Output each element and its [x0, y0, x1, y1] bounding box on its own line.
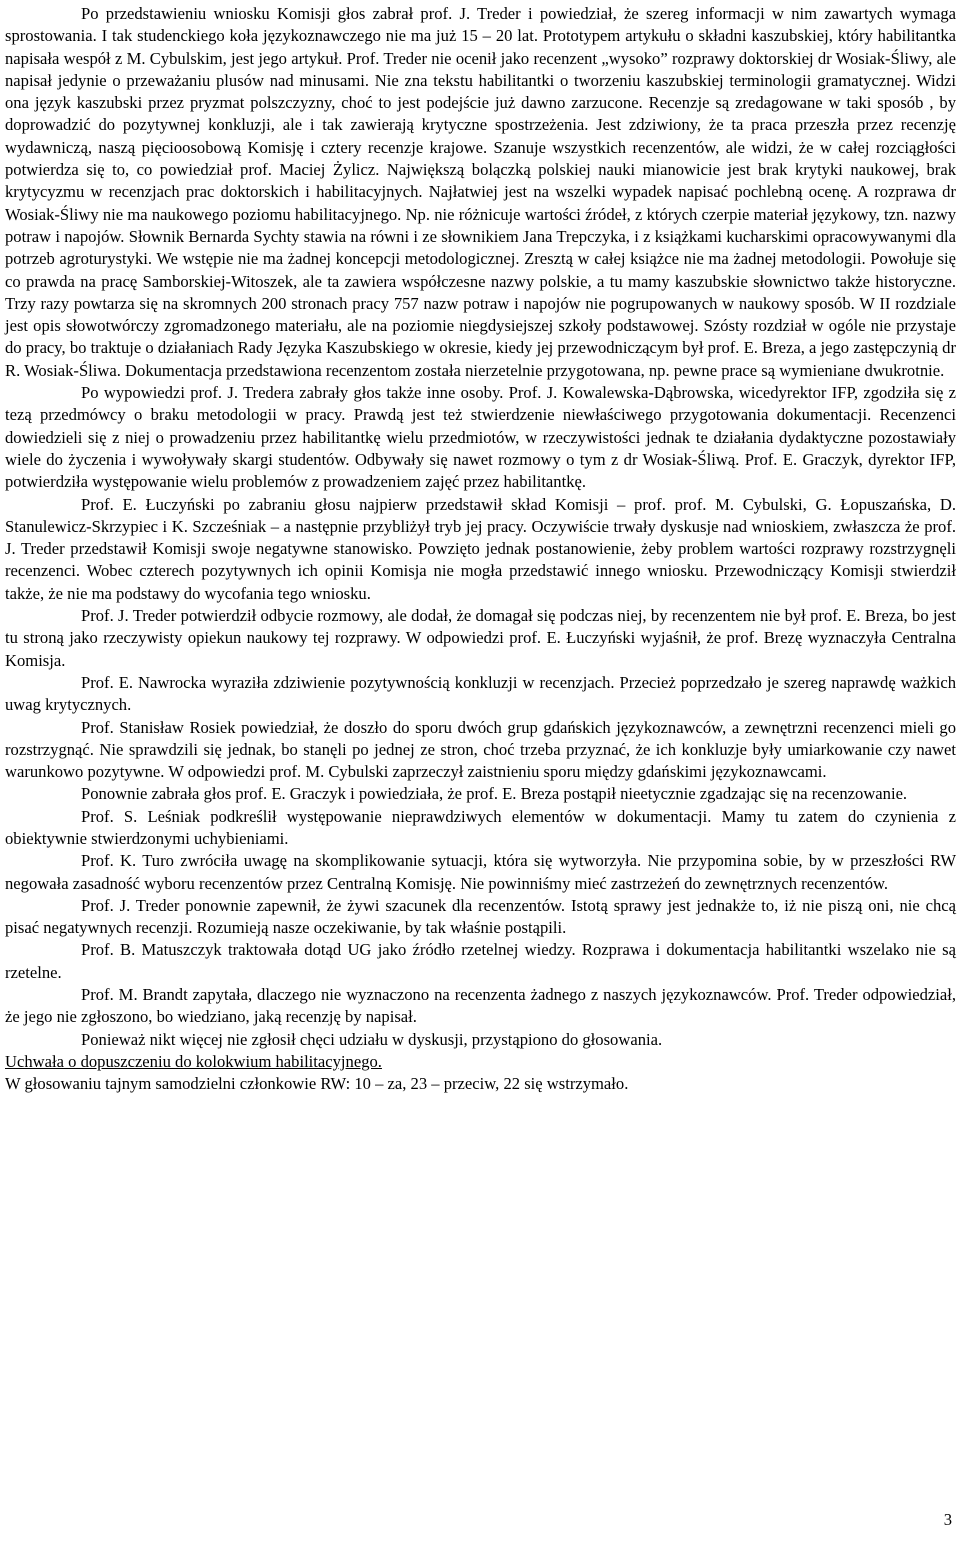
paragraph: Po wypowiedzi prof. J. Tredera zabrały głos także inne osoby. Prof. J. Kowalewska-Dąbrowska, wicedyrektor IFP, zgodziła się z tezą przedmówcy o braku metodologii w pracy. Prawdą jest też stwierdzenie niewłaściwego przygotowania dokumentacji. Recenzenci dowiedzieli się z niej o prowadzeniu przez habilitantkę wielu przedmiotów, w rzeczywistości jednak te działania dydaktyczne pozostawiały wiele do życzenia i wywoływały skargi studentów. Odbywały się nawet rozmowy o tym z dr Wosiak-Śliwą. Prof. E. Graczyk, dyrektor IFP, potwierdziła występowanie wielu problemów z prowadzeniem zajęć przez habilitantkę.	[5, 383, 956, 492]
paragraph: Ponieważ nikt więcej nie zgłosił chęci udziału w dyskusji, przystąpiono do głosowania.	[81, 1029, 663, 1049]
paragraph: Prof. E. Nawrocka wyraziła zdziwienie pozytywnością konkluzji w recenzjach. Przecież poprzedzało je szereg naprawdę ważkich uwag krytycznych.	[5, 672, 956, 715]
paragraph: Prof. E. Łuczyński po zabraniu głosu najpierw przedstawił skład Komisji – prof. prof. M. Cybulski, G. Łopuszańska, D. Stanulewicz-Skrzypiec i K. Szcześniak – a następnie przybliżył tryb jej pracy. Oczywiście trwały dyskusje nad wnioskiem, zwłaszcza że prof. J. Treder przedstawił Komisji swoje negatywne stanowisko. Powzięto jednak postanowienie, żeby problem wartości rozprawy rozstrzygnęli recenzenci. Wobec czterech pozytywnych ich opinii Komisja nie mogła przedstawić innego wniosku. Przewodniczący Komisji stwierdził także, że nie ma podstawy do wycofania tego wniosku.	[5, 494, 956, 603]
vote-result: W głosowaniu tajnym samodzielni członkowie RW: 10 – za, 23 – przeciw, 22 się wstrzymało.	[5, 1074, 629, 1094]
paragraph: Prof. J. Treder potwierdził odbycie rozmowy, ale dodał, że domagał się podczas niej, by recenzentem nie był prof. E. Breza, bo jest tu stroną jako rzeczywisty opiekun naukowy tej rozprawy. W odpowiedzi prof. E. Łuczyński wyjaśnił, że prof. Brezę wyznaczyła Centralna Komisja.	[5, 606, 956, 670]
paragraph: Po przedstawieniu wniosku Komisji głos zabrał prof. J. Treder i powiedział, że szereg informacji w nim zawartych wymaga sprostowania. I tak studenckiego koła językoznawczego nie ma już 15 – 20 lat. Prototypem artykułu o składni kaszubskiej, który habilitantka napisała wespół z M. Cybulskim, jest jego artykuł. Prof. Treder nie ocenił jako recenzent „wysoko” rozprawy doktorskiej dr Wosiak-Śliwy, ale napisał jedynie o przeważaniu plusów nad minusami. Nie zna tekstu habilitantki o tworzeniu kaszubskiej terminologii gramatycznej. Widzi ona język kaszubski przez pryzmat polszczyzny, choć to jest podejście już dawno zarzucone. Recenzje są zredagowane w taki sposób , by doprowadzić do pozytywnej konkluzji, ale i tak zawierają krytyczne spostrzeżenia. Jest zdziwiony, że ta praca przeszła przez recenzję wydawniczą, naszą pięcioosobową Komisję i cztery recenzje krajowe. Szanuje wszystkich recenzentów, ale widzi, że w całej rozciągłości potwierdza się to, co powiedział prof. Maciej Żylicz. Największą bolączką polskiej nauki mianowicie jest brak krytyki naukowej, brak krytycyzmu w recenzjach prac doktorskich i habilitacyjnych. Najłatwiej jest na wszelki wypadek napisać pochlebną ocenę. A rozprawa dr Wosiak-Śliwy nie ma naukowego poziomu habilitacyjnego. Np. nie różnicuje wartości źródeł, z których czerpie materiał językowy, tzn. nazwy potraw i napojów. Słownik Bernarda Sychty stawia na równi i ze słownikiem Jana Trepczyka, i z książkami kucharskimi opracowywanymi dla potrzeb agroturystyki. We wstępie nie ma żadnej koncepcji metodologicznej. Zresztą w całej książce nie ma żadnej metodologii. Powołuje się co prawda na pracę Samborskiej-Witoszek, ale ta zawiera współczesne nazwy polskie, a tu mamy kaszubskie słownictwo także historyczne. Trzy razy powtarza się na skromnych 200 stronach pracy 757 nazw potraw i napojów nie pogrupowanych w naukowy sposób. W II rozdziale jest opis słowotwórczy zgromadzonego materiału, ale na poziomie niegdysiejszej szkoły podstawowej. Szósty rozdział w ogóle nie przystaje do pracy, bo traktuje o działaniach Rady Języka Kaszubskiego w okresie, kiedy jej przewodniczącym był prof. E. Breza, a jego zastępczynią dr R. Wosiak-Śliwa. Dokumentacja przedstawiona recenzentom została nierzetelnie przygotowana, np. pewne prace są wymieniane dwukrotnie.	[5, 4, 956, 380]
paragraph: Prof. K. Turo zwróciła uwagę na skomplikowanie sytuacji, która się wytworzyła. Nie przypomina sobie, by w przeszłości RW negowała zasadność wyboru recenzentów przez Centralną Komisję. Nie powinniśmy mieć zastrzeżeń do zewnętrznych recenzentów.	[5, 851, 956, 893]
paragraph: Prof. B. Matuszczyk traktowała dotąd UG jako źródło rzetelnej wiedzy. Rozprawa i dokumentacja habilitantki wszelako nie są rzetelne.	[5, 940, 956, 982]
page-number: 3	[943, 1509, 952, 1529]
resolution-heading: Uchwała o dopuszczeniu do kolokwium habilitacyjnego.	[5, 1051, 382, 1071]
paragraph: Prof. J. Treder ponownie zapewnił, że żywi szacunek dla recenzentów. Istotą sprawy jest jednakże to, iż nie piszą oni, nie chcą pisać negatywnych recenzji. Rozumieją nasze oczekiwanie, by tak właśnie postąpili.	[5, 895, 956, 938]
paragraph: Ponownie zabrała głos prof. E. Graczyk i powiedziała, że prof. E. Breza postąpił nieetycznie zgadzając się na recenzowanie.	[81, 784, 908, 804]
paragraph: Prof. M. Brandt zapytała, dlaczego nie wyznaczono na recenzenta żadnego z naszych językoznawców. Prof. Treder odpowiedział, że jego nie zgłoszono, bo wiedziano, jaką recenzję by napisał.	[5, 985, 956, 1027]
paragraph: Prof. S. Leśniak podkreślił występowanie nieprawdziwych elementów w dokumentacji. Mamy tu zatem do czynienia z obiektywnie stwierdzonymi uchybieniami.	[5, 806, 956, 848]
paragraph: Prof. Stanisław Rosiek powiedział, że doszło do sporu dwóch grup gdańskich językoznawców, a zewnętrzni recenzenci mieli go rozstrzygnąć. Nie sprawdzili się jednak, bo stanęli po jednej ze stron, choć trzeba przyznać, że ich konkluzje były umiarkowanie czy nawet warunkowo pozytywne. W odpowiedzi prof. M. Cybulski zaprzeczył zaistnieniu sporu między gdańskimi językoznawcami.	[5, 717, 956, 782]
document-body	[5, 3, 956, 1051]
